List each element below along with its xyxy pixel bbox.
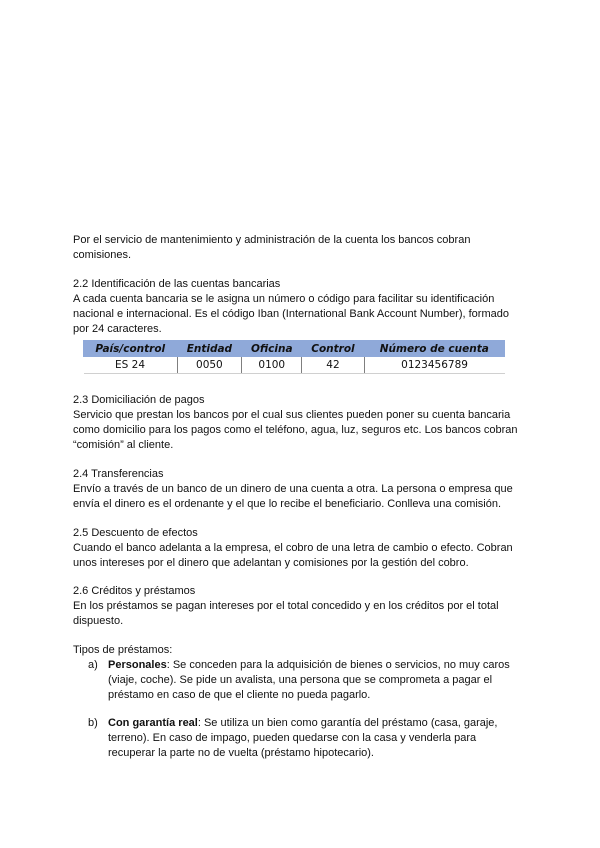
table-cell: 0050 xyxy=(177,357,242,374)
section-2-4 xyxy=(73,467,525,512)
loan-types-heading: Tipos de préstamos: xyxy=(73,644,173,656)
section-line: dispuesto. xyxy=(73,615,124,627)
section-line: “comisión” al cliente. xyxy=(73,439,174,451)
table-cell: 42 xyxy=(302,357,364,374)
section-line: por 24 caracteres. xyxy=(73,323,162,335)
section-heading: 2.4 Transferencias xyxy=(73,468,164,480)
iban-table xyxy=(83,340,505,374)
list-marker: b) xyxy=(88,717,98,729)
loan-type-term: Personales xyxy=(108,659,167,671)
section-line: En los préstamos se pagan intereses por el total concedido y en los créditos por el total xyxy=(73,600,499,612)
list-item-line: : Se utiliza un bien como garantía del préstamo (casa, garaje, xyxy=(197,717,498,729)
column-header: Control xyxy=(302,341,364,357)
section-2-5 xyxy=(73,526,525,571)
list-item-line: recuperar la parte no de vuelta (préstamo hipotecario). xyxy=(108,747,374,759)
section-line: nacional e internacional. Es el código Iban (International Bank Account Number), formado xyxy=(73,308,509,320)
section-2-3 xyxy=(73,393,525,453)
section-2-6 xyxy=(73,584,525,629)
list-item-line: terreno). En caso de impago, pueden quedarse con la casa y venderla para xyxy=(108,732,477,744)
intro-line: comisiones. xyxy=(73,249,132,261)
section-heading: 2.2 Identificación de las cuentas bancarias xyxy=(73,278,281,290)
section-line: Servicio que prestan los bancos por el cual sus clientes pueden poner su cuenta bancaria xyxy=(73,409,511,421)
table-cell: ES 24 xyxy=(84,357,178,374)
loan-types-heading-block xyxy=(73,643,525,658)
table-cell: 0123456789 xyxy=(364,357,504,374)
table-cell: 0100 xyxy=(242,357,302,374)
section-heading: 2.3 Domiciliación de pagos xyxy=(73,394,205,406)
list-item xyxy=(88,716,528,761)
column-header: Oficina xyxy=(242,341,302,357)
section-heading: 2.5 Descuento de efectos xyxy=(73,527,198,539)
column-header: País/control xyxy=(84,341,178,357)
list-item-line: préstamo en caso de que el cliente no pueda pagarlo. xyxy=(108,689,371,701)
column-header: Número de cuenta xyxy=(364,341,504,357)
column-header: Entidad xyxy=(177,341,242,357)
section-2-2 xyxy=(73,277,525,337)
table-row xyxy=(84,357,505,374)
section-line: Cuando el banco adelanta a la empresa, el cobro de una letra de cambio o efecto. Cobran xyxy=(73,542,513,554)
table-header-row xyxy=(84,341,505,357)
section-line: envía el dinero es el ordenante y el que lo recibe el beneficiario. Conlleva una comisión. xyxy=(73,498,502,510)
section-line: Envío a través de un banco de un dinero de una cuenta a otra. La persona o empresa que xyxy=(73,483,513,495)
list-item-line: : Se conceden para la adquisición de bienes o servicios, no muy caros xyxy=(166,659,510,671)
intro-line: Por el servicio de mantenimiento y administración de la cuenta los bancos cobran xyxy=(73,234,471,246)
list-item xyxy=(88,658,528,703)
intro-paragraph xyxy=(73,233,525,263)
section-heading: 2.6 Créditos y préstamos xyxy=(73,585,196,597)
list-marker: a) xyxy=(88,659,98,671)
loan-type-term: Con garantía real xyxy=(108,717,198,729)
section-line: A cada cuenta bancaria se le asigna un número o código para facilitar su identificación xyxy=(73,293,495,305)
section-line: como domicilio para los pagos como el teléfono, agua, luz, seguros etc. Los bancos cobran xyxy=(73,424,518,436)
section-line: unos intereses por el dinero que adelantan y comisiones por la gestión del cobro. xyxy=(73,557,469,569)
list-item-line: (viaje, coche). Se pide un avalista, una persona que se comprometa a pagar el xyxy=(108,674,493,686)
